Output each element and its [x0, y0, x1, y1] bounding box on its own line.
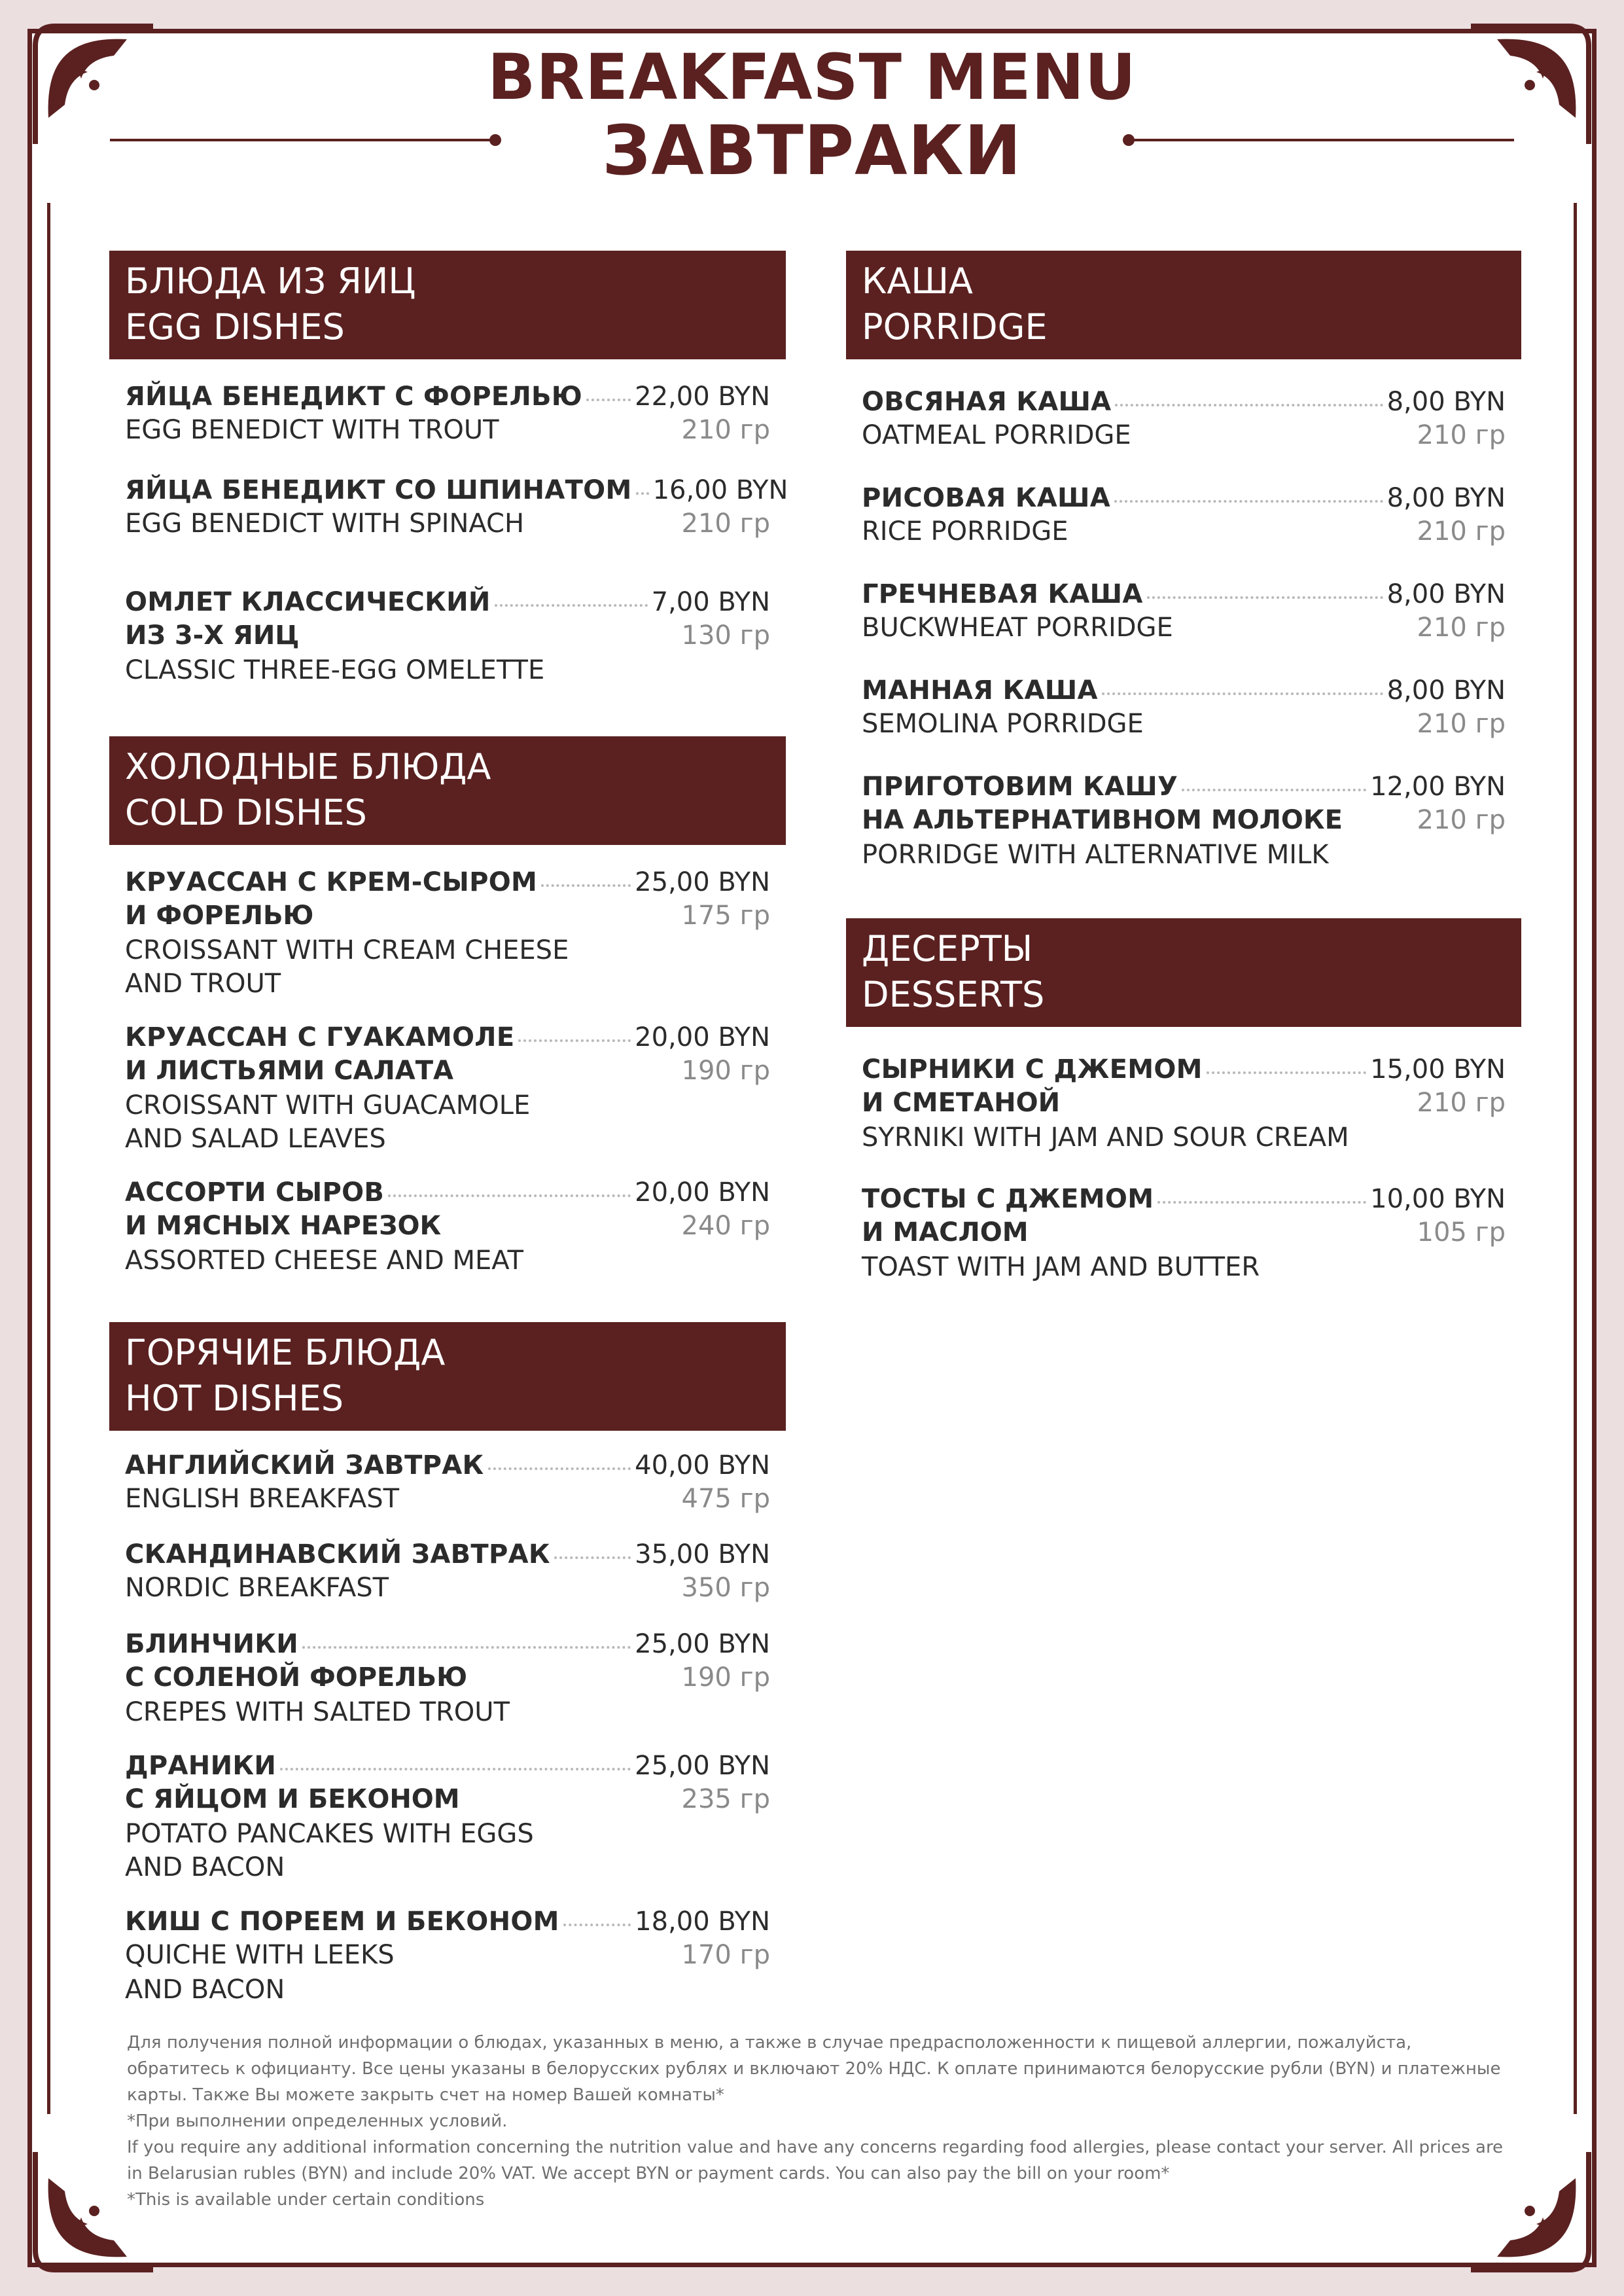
section-porridge	[846, 251, 1521, 879]
item-price: 8,00 BYN	[1386, 387, 1506, 417]
item-name-en: SYRNIKI WITH JAM AND SOUR CREAM	[862, 1122, 1349, 1153]
item-weight: 210 гр	[681, 509, 770, 539]
menu-item	[109, 475, 786, 542]
dot-leader	[586, 399, 631, 401]
menu-item	[109, 1022, 786, 1156]
footer-note-ru: *При выполнении определенных условий.	[127, 2111, 508, 2131]
dot-leader	[1182, 789, 1366, 791]
item-weight: 210 гр	[1417, 1088, 1506, 1118]
item-price: 22,00 BYN	[635, 382, 770, 412]
section-title-ru: ГОРЯЧИЕ БЛЮДА	[125, 1332, 446, 1373]
item-name-ru: СЫРНИКИ С ДЖЕМОМ	[862, 1054, 1203, 1085]
item-name-ru: ЯЙЦА БЕНЕДИКТ С ФОРЕЛЬЮ	[125, 382, 583, 412]
item-name-en: EGG BENEDICT WITH SPINACH	[125, 509, 525, 539]
item-name-ru: ПРИГОТОВИМ КАШУ	[862, 772, 1178, 802]
section-header	[109, 251, 786, 359]
menu-item	[846, 387, 1521, 454]
item-price: 12,00 BYN	[1370, 772, 1506, 802]
item-name-en: OATMEAL PORRIDGE	[862, 420, 1131, 450]
menu-item	[109, 382, 786, 448]
dot-leader	[636, 492, 649, 495]
item-name-ru: ГРЕЧНЕВАЯ КАША	[862, 579, 1143, 609]
item-name-ru-line2: ИЗ 3-Х ЯИЦ	[125, 620, 300, 651]
dot-leader	[1207, 1071, 1366, 1074]
section-title-ru: ХОЛОДНЫЕ БЛЮДА	[125, 746, 491, 787]
section-title-ru: ДЕСЕРТЫ	[862, 928, 1033, 969]
section-title-en: DESSERTS	[862, 974, 1045, 1015]
item-price: 8,00 BYN	[1386, 483, 1506, 513]
item-name-ru-line2: И СМЕТАНОЙ	[862, 1088, 1061, 1118]
menu-title	[0, 41, 1624, 190]
item-weight: 210 гр	[1417, 709, 1506, 739]
title-english: BREAKFAST MENU	[487, 41, 1137, 114]
section-header	[846, 251, 1521, 359]
item-name-ru: КРУАССАН С КРЕМ-СЫРОМ	[125, 867, 538, 897]
item-name-ru: КРУАССАН С ГУАКАМОЛЕ	[125, 1022, 515, 1052]
dot-leader	[1157, 1201, 1366, 1204]
item-price: 8,00 BYN	[1386, 675, 1506, 706]
section-header	[109, 736, 786, 845]
item-price: 20,00 BYN	[635, 1177, 770, 1208]
item-name-ru: СКАНДИНАВСКИЙ ЗАВТРАК	[125, 1539, 550, 1570]
dot-leader	[554, 1556, 631, 1559]
item-name-en-line2: AND SALAD LEAVES	[125, 1124, 386, 1154]
dot-leader	[488, 1467, 631, 1470]
item-name-ru-line2: И ЛИСТЬЯМИ САЛАТА	[125, 1056, 453, 1086]
item-name-en: RICE PORRIDGE	[862, 516, 1068, 547]
item-weight: 210 гр	[1417, 420, 1506, 450]
menu-item	[109, 1177, 786, 1278]
menu-item	[109, 587, 786, 687]
footer-text-ru: Для получения полной информации о блюдах, указанных в меню, а также в случае предрасположенности к пищевой аллергии, пожалуйста, обратитесь к официанту. Все цены указаны в белорусских рублях и включают 20% НДС. К оплате принимаются белорусские рубли (BYN) и платежные карты. Также Вы можете закрыть счет на номер Вашей комнаты*	[127, 2033, 1501, 2105]
menu-item	[109, 1629, 786, 1729]
item-name-en: SEMOLINA PORRIDGE	[862, 709, 1144, 739]
dot-leader	[388, 1194, 631, 1197]
item-price: 25,00 BYN	[635, 867, 770, 897]
item-name-ru: ДРАНИКИ	[125, 1751, 277, 1781]
item-name-en: ASSORTED CHEESE AND MEAT	[125, 1246, 523, 1276]
item-name-en: EGG BENEDICT WITH TROUT	[125, 415, 499, 445]
dot-leader	[302, 1646, 631, 1649]
item-weight: 210 гр	[1417, 516, 1506, 547]
dot-leader	[541, 884, 631, 887]
dot-leader	[1114, 500, 1383, 503]
item-price: 20,00 BYN	[635, 1022, 770, 1052]
item-name-en: PORRIDGE WITH ALTERNATIVE MILK	[862, 840, 1329, 870]
item-name-ru: АССОРТИ СЫРОВ	[125, 1177, 385, 1208]
item-weight: 350 гр	[681, 1573, 770, 1603]
item-name-en: TOAST WITH JAM AND BUTTER	[862, 1252, 1260, 1282]
menu-item	[846, 675, 1521, 742]
inner-border-right	[1574, 203, 1577, 2114]
item-price: 15,00 BYN	[1370, 1054, 1506, 1085]
item-name-en-line2: AND BACON	[125, 1975, 285, 2005]
item-name-ru-line2: И ФОРЕЛЬЮ	[125, 901, 314, 931]
item-name-en: NORDIC BREAKFAST	[125, 1573, 389, 1603]
item-weight: 210 гр	[681, 415, 770, 445]
section-title-en: PORRIDGE	[862, 306, 1048, 348]
item-weight: 175 гр	[681, 901, 770, 931]
menu-item	[109, 1539, 786, 1606]
dot-leader	[280, 1768, 631, 1770]
item-weight: 170 гр	[681, 1940, 770, 1970]
dot-leader	[518, 1039, 631, 1042]
item-name-ru: РИСОВАЯ КАША	[862, 483, 1110, 513]
section-title-en: EGG DISHES	[125, 306, 345, 348]
item-name-en: CROISSANT WITH GUACAMOLE	[125, 1090, 531, 1121]
item-weight: 210 гр	[1417, 805, 1506, 835]
inner-border-left	[47, 203, 50, 2114]
item-name-en: QUICHE WITH LEEKS	[125, 1940, 395, 1970]
section-title-en: COLD DISHES	[125, 792, 367, 833]
section-hot-dishes	[109, 1322, 786, 2016]
item-name-ru: ОМЛЕТ КЛАССИЧЕСКИЙ	[125, 587, 491, 617]
item-price: 40,00 BYN	[635, 1450, 770, 1480]
section-egg-dishes	[109, 251, 786, 689]
dot-leader	[495, 604, 648, 607]
section-cold-dishes	[109, 736, 786, 1286]
item-name-ru: ЯЙЦА БЕНЕДИКТ СО ШПИНАТОМ	[125, 475, 632, 505]
section-desserts	[846, 918, 1521, 1311]
menu-item	[846, 772, 1521, 872]
item-name-ru-line2: И МЯСНЫХ НАРЕЗОК	[125, 1211, 442, 1241]
item-price: 7,00 BYN	[651, 587, 770, 617]
item-price: 10,00 BYN	[1370, 1184, 1506, 1214]
dot-leader	[1102, 692, 1383, 695]
item-price: 18,00 BYN	[635, 1907, 770, 1937]
menu-item	[846, 579, 1521, 646]
item-name-ru: ТОСТЫ С ДЖЕМОМ	[862, 1184, 1154, 1214]
menu-item	[846, 483, 1521, 550]
item-weight: 130 гр	[681, 620, 770, 651]
item-name-ru: АНГЛИЙСКИЙ ЗАВТРАК	[125, 1450, 484, 1480]
item-price: 35,00 BYN	[635, 1539, 770, 1570]
item-name-en: CLASSIC THREE-EGG OMELETTE	[125, 655, 545, 685]
menu-item	[846, 1184, 1521, 1284]
menu-item	[109, 1751, 786, 1884]
item-name-en: CROISSANT WITH CREAM CHEESE	[125, 935, 569, 965]
item-name-ru-line2: И МАСЛОМ	[862, 1217, 1029, 1247]
dot-leader	[1115, 404, 1383, 406]
item-weight: 475 гр	[681, 1484, 770, 1514]
dot-leader	[1147, 596, 1383, 599]
item-name-ru-line2: С ЯЙЦОМ И БЕКОНОМ	[125, 1784, 460, 1814]
section-header	[846, 918, 1521, 1027]
item-weight: 190 гр	[681, 1056, 770, 1086]
footer-note-en: *This is available under certain conditions	[127, 2190, 485, 2210]
item-price: 25,00 BYN	[635, 1751, 770, 1781]
item-price: 16,00 BYN	[652, 475, 788, 505]
menu-item	[846, 1054, 1521, 1155]
menu-item	[109, 867, 786, 1001]
item-name-en-line2: AND BACON	[125, 1852, 285, 1882]
title-russian: ЗАВТРАКИ	[602, 111, 1022, 190]
item-weight: 240 гр	[681, 1211, 770, 1241]
section-title-ru: КАША	[862, 260, 973, 302]
item-name-ru: ОВСЯНАЯ КАША	[862, 387, 1112, 417]
item-name-ru: КИШ С ПОРЕЕМ И БЕКОНОМ	[125, 1907, 559, 1937]
item-price: 25,00 BYN	[635, 1629, 770, 1659]
item-name-ru: МАННАЯ КАША	[862, 675, 1098, 706]
item-weight: 190 гр	[681, 1662, 770, 1693]
item-weight: 105 гр	[1417, 1217, 1506, 1247]
item-name-ru-line2: НА АЛЬТЕРНАТИВНОМ МОЛОКЕ	[862, 805, 1343, 835]
footer-note	[127, 2030, 1508, 2213]
item-name-en: CREPES WITH SALTED TROUT	[125, 1697, 510, 1727]
item-name-en: BUCKWHEAT PORRIDGE	[862, 613, 1173, 643]
section-title-en: HOT DISHES	[125, 1378, 344, 1419]
item-name-ru: БЛИНЧИКИ	[125, 1629, 299, 1659]
section-header	[109, 1322, 786, 1431]
footer-text-en: If you require any additional information concerning the nutrition value and have any concerns regarding food allergies, please contact your server. All prices are in Belarusian rubles (BYN) and include 20% VAT. We accept BYN or payment cards. You can also pay the bill on your room*	[127, 2138, 1504, 2183]
item-price: 8,00 BYN	[1386, 579, 1506, 609]
item-name-en-line2: AND TROUT	[125, 969, 281, 999]
item-weight: 210 гр	[1417, 613, 1506, 643]
item-weight: 235 гр	[681, 1784, 770, 1814]
item-name-ru-line2: С СОЛЕНОЙ ФОРЕЛЬЮ	[125, 1662, 468, 1693]
section-title-ru: БЛЮДА ИЗ ЯИЦ	[125, 260, 416, 302]
item-name-en: POTATO PANCAKES WITH EGGS	[125, 1819, 534, 1849]
dot-leader	[563, 1924, 631, 1926]
menu-item	[109, 1450, 786, 1517]
item-name-en: ENGLISH BREAKFAST	[125, 1484, 400, 1514]
menu-item	[109, 1907, 786, 2007]
